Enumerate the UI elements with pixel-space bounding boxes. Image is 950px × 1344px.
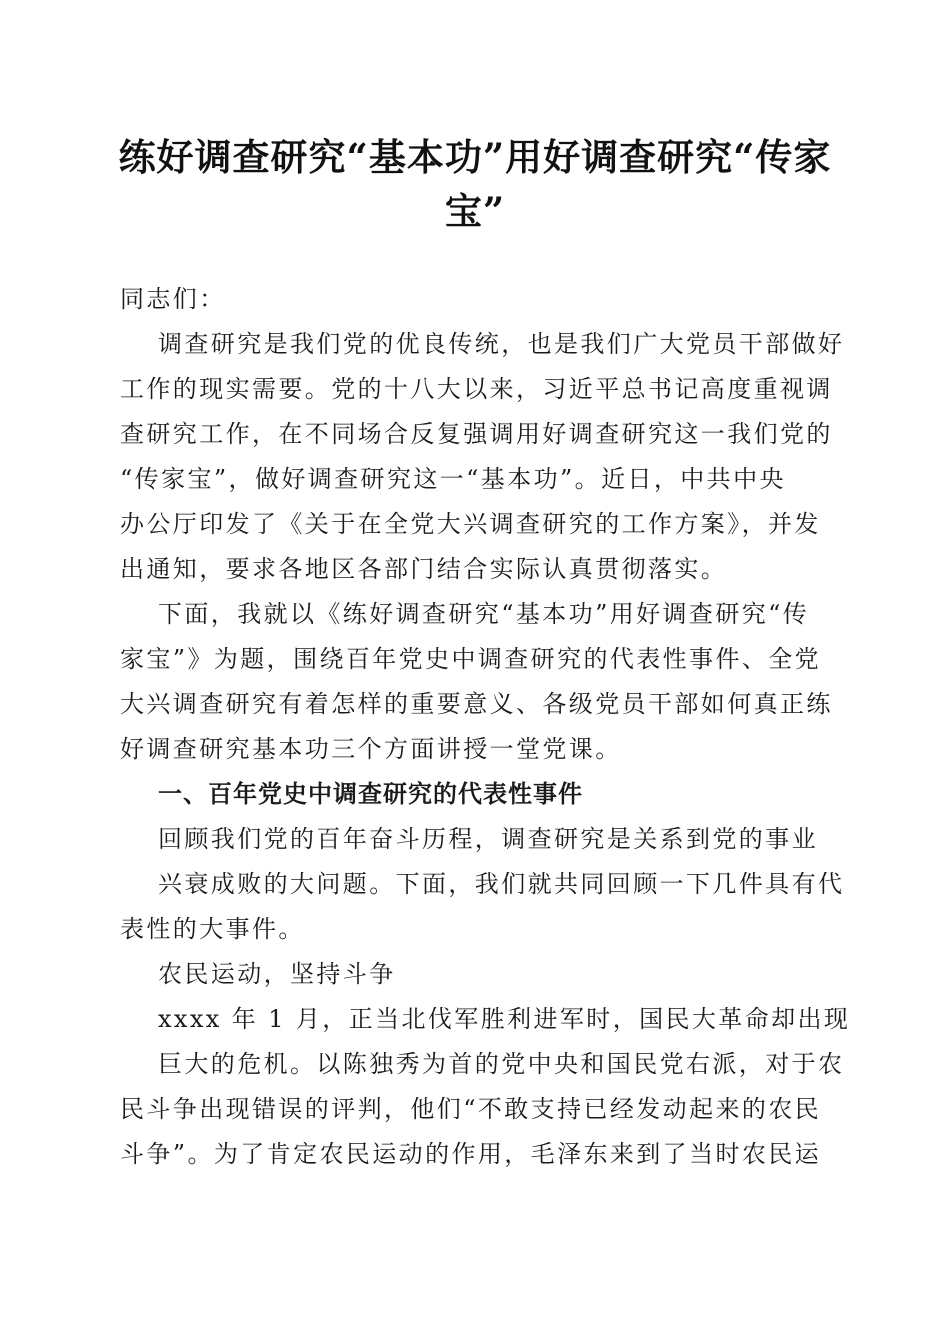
document-body [120, 277, 851, 1177]
paragraph-line: 大兴调查研究有着怎样的重要意义、各级党员干部如何真正练 [120, 690, 833, 718]
paragraph-line: 查研究工作，在不同场合反复强调用好调查研究这一我们党的 [120, 420, 833, 448]
document-title [100, 130, 850, 238]
paragraph-line: 家宝”》为题，围绕百年党史中调查研究的代表性事件、全党 [120, 645, 822, 673]
paragraph-line: “传家宝”，做好调查研究这一“基本功”。近日，中共中央 [120, 465, 786, 493]
paragraph-line: 下面，我就以《练好调查研究“基本功”用好调查研究“传 [158, 600, 810, 628]
paragraph-line: 表性的大事件。 [120, 915, 305, 943]
paragraph-line: 兴衰成败的大问题。下面，我们就共同回顾一下几件具有代 [158, 870, 845, 898]
paragraph-line: xxxx 年 1 月，正当北伐军胜利进军时，国民大革命却出现 [158, 1005, 851, 1033]
section-heading: 一、百年党史中调查研究的代表性事件 [158, 780, 583, 808]
title-line-1: 练好调查研究“基本功”用好调查研究“传家 [118, 135, 832, 179]
paragraph-line: 出通知，要求各地区各部门结合实际认真贯彻落实。 [120, 555, 728, 583]
paragraph-line: 斗争”。为了肯定农民运动的作用，毛泽东来到了当时农民运 [120, 1140, 822, 1168]
paragraph-line: 巨大的危机。以陈独秀为首的党中央和国民党右派，对于农 [158, 1050, 845, 1078]
paragraph-line: 工作的现实需要。党的十八大以来，习近平总书记高度重视调 [120, 375, 833, 403]
paragraph-line: 办公厅印发了《关于在全党大兴调查研究的工作方案》，并发 [120, 510, 821, 538]
salutation: 同志们： [120, 285, 226, 313]
paragraph-line: 民斗争出现错误的评判，他们“不敢支持已经发动起来的农民 [120, 1095, 822, 1123]
title-line-2: 宝” [444, 189, 506, 233]
paragraph-line: 好调查研究基本功三个方面讲授一堂党课。 [120, 735, 622, 763]
subheading: 农民运动，坚持斗争 [158, 960, 396, 988]
paragraph-line: 回顾我们党的百年奋斗历程，调查研究是关系到党的事业 [158, 825, 818, 853]
paragraph-line: 调查研究是我们党的优良传统，也是我们广大党员干部做好 [158, 330, 845, 358]
